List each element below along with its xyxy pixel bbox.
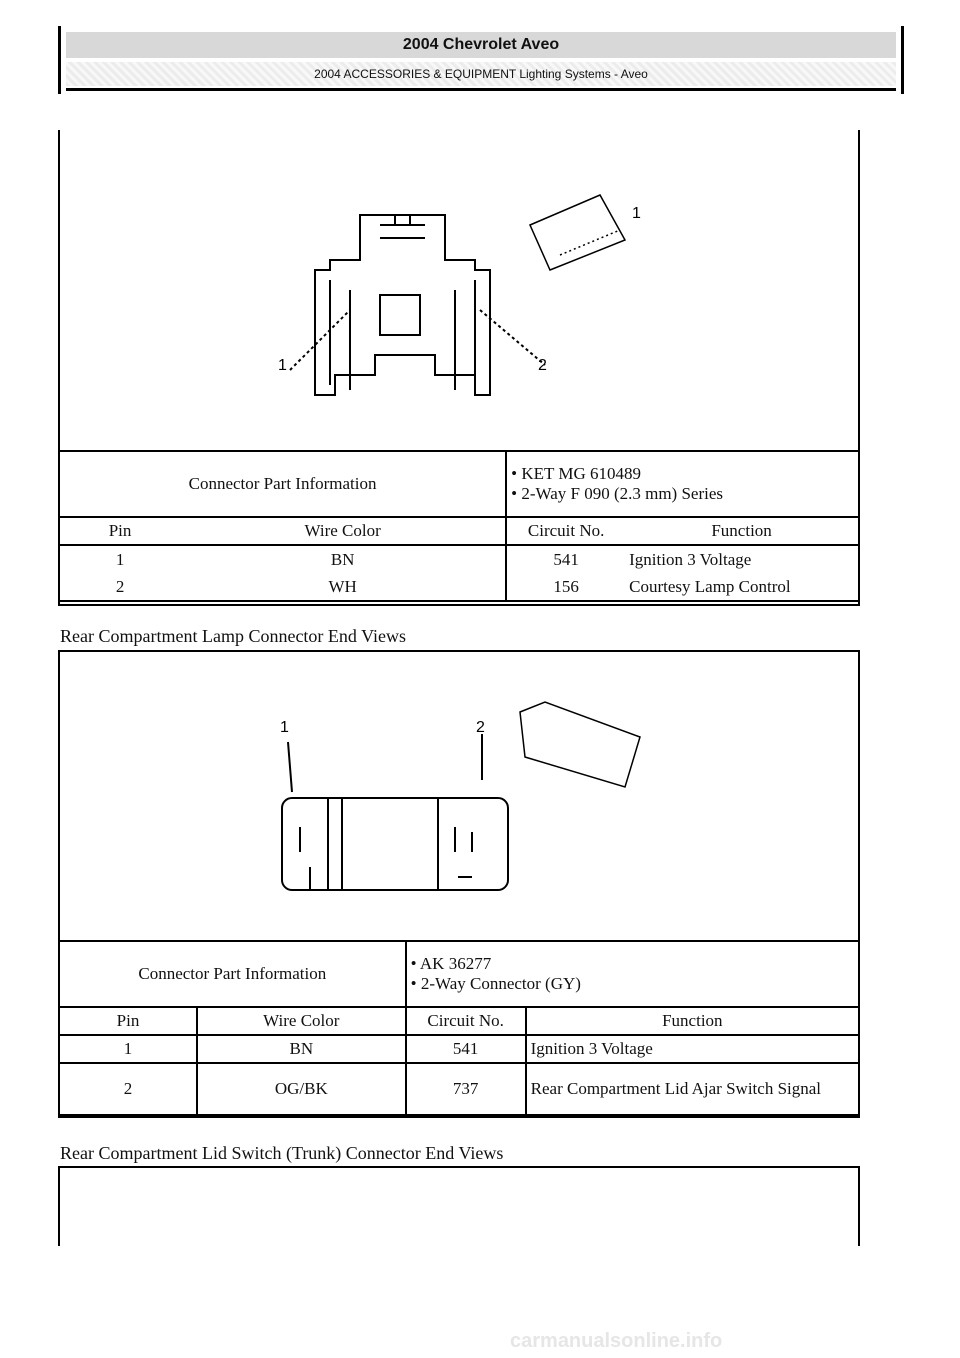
table-cell: BN [197,1035,406,1063]
connector-table-1 [58,450,860,602]
connector-diagram-3 [58,1166,860,1246]
col-header: Pin [59,517,180,545]
table-cell: 737 [406,1063,526,1115]
table-cell: Ignition 3 Voltage [625,545,859,573]
col-header: Wire Color [180,517,506,545]
col-header: Circuit No. [506,517,625,545]
pin-callout-1: 1 [280,719,289,736]
page-header [58,26,904,94]
col-header: Function [625,517,859,545]
header-subtitle: 2004 ACCESSORIES & EQUIPMENT Lighting Systems - Aveo [66,62,896,86]
section-caption: Rear Compartment Lamp Connector End Views [60,626,407,646]
part-info-item: • 2-Way F 090 (2.3 mm) Series [511,484,854,504]
table-cell: 1 [59,545,180,573]
table-cell: Courtesy Lamp Control [625,573,859,601]
table-cell: OG/BK [197,1063,406,1115]
pin-callout-1: 1 [278,357,287,374]
table-cell: Ignition 3 Voltage [526,1035,859,1063]
header-title: 2004 Chevrolet Aveo [66,32,896,58]
part-info-item: • KET MG 610489 [511,464,854,484]
footer-watermark: carmanualsonline.info [510,1330,723,1352]
connector-drawing-2 [60,652,858,942]
connector-diagram-1 [58,130,860,606]
table-cell: 541 [406,1035,526,1063]
col-header: Function [526,1007,859,1035]
part-info-item: • 2-Way Connector (GY) [411,974,854,994]
pin-callout-2: 2 [476,719,485,736]
connector-table-2 [58,940,860,1116]
connector-diagram-2 [58,650,860,1118]
section-caption: Rear Compartment Lid Switch (Trunk) Connector End Views [60,1143,504,1163]
part-info-label: Connector Part Information [59,941,406,1007]
col-header: Wire Color [197,1007,406,1035]
table-cell: 1 [59,1035,197,1063]
col-header: Circuit No. [406,1007,526,1035]
part-info-item: • AK 36277 [411,954,854,974]
table-cell: WH [180,573,506,601]
table-cell: 156 [506,573,625,601]
pin-callout-3: 1 [632,205,641,222]
table-cell: 2 [59,1063,197,1115]
table-cell: 2 [59,573,180,601]
connector-drawing-1 [60,130,858,450]
col-header: Pin [59,1007,197,1035]
table-cell: Rear Compartment Lid Ajar Switch Signal [526,1063,859,1115]
pin-callout-2: 2 [538,357,547,374]
part-info-label: Connector Part Information [59,451,506,517]
table-cell: BN [330,549,355,569]
table-cell: 541 [506,545,625,573]
